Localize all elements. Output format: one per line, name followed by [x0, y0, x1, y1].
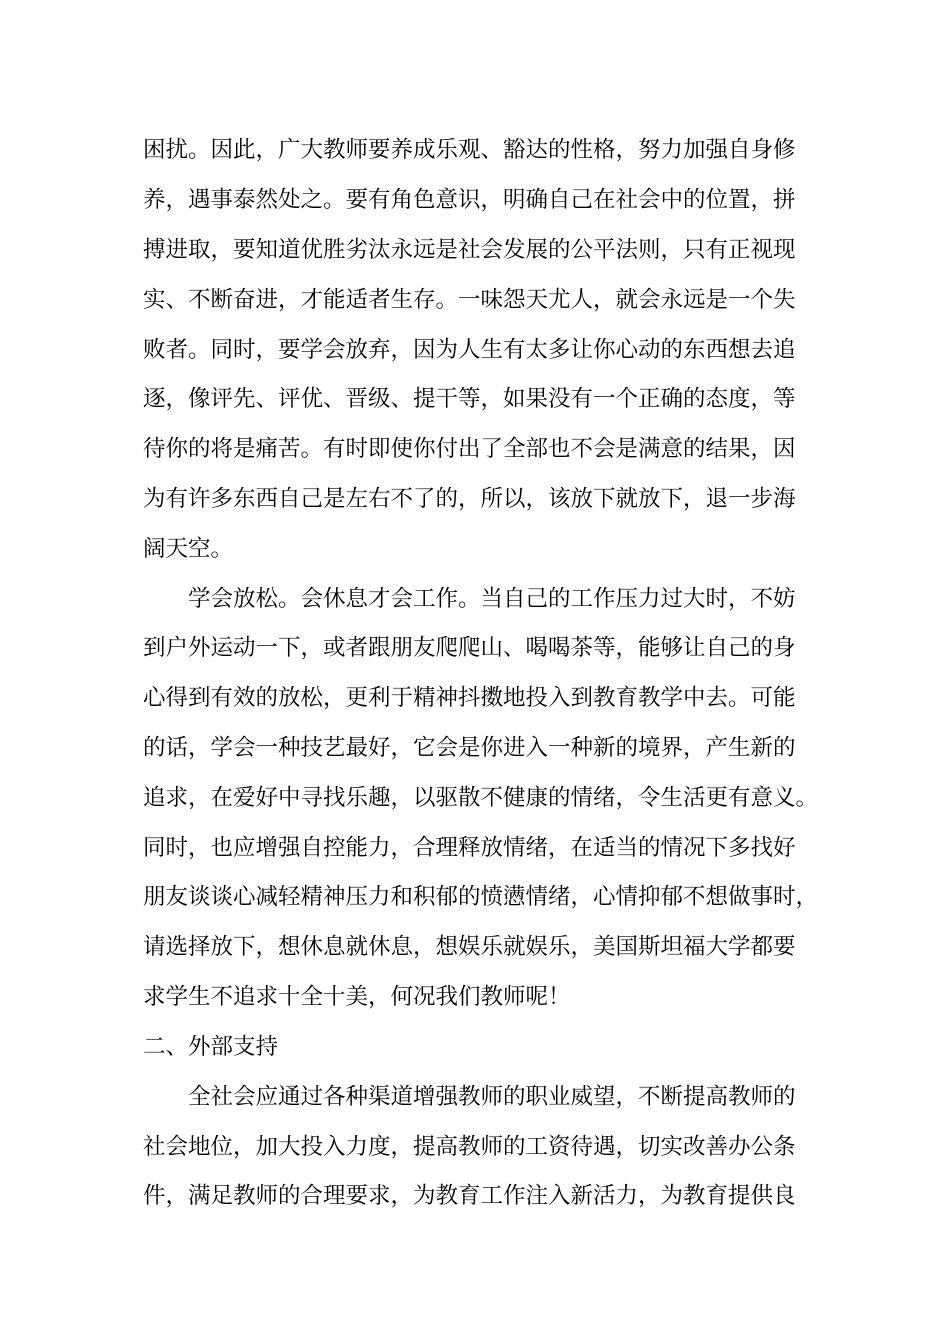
text-line: 搏进取，要知道优胜劣汰永远是社会发展的公平法则，只有正视现 [143, 237, 796, 263]
text-line: 败者。同时，要学会放弃，因为人生有太多让你心动的东西想去追 [143, 337, 796, 363]
text-line: 的话，学会一种技艺最好，它会是你进入一种新的境界，产生新的 [143, 735, 796, 761]
text-line: 为有许多东西自己是左右不了的，所以，该放下就放下，退一步海 [143, 486, 796, 512]
text-line: 朋友谈谈心减轻精神压力和积郁的愤懑情绪，心情抑郁不想做事时， [143, 884, 819, 910]
text-line: 社会地位，加大投入力度，提高教师的工资待遇，切实改善办公条 [143, 1134, 796, 1160]
text-line: 全社会应通过各种渠道增强教师的职业威望，不断提高教师的 [143, 1084, 796, 1110]
text-line: 件，满足教师的合理要求，为教育工作注入新活力，为教育提供良 [143, 1183, 796, 1209]
text-line: 请选择放下，想休息就休息，想娱乐就娱乐，美国斯坦福大学都要 [143, 934, 796, 960]
text-line: 追求，在爱好中寻找乐趣，以驱散不健康的情绪，令生活更有意义。 [143, 785, 819, 811]
text-line: 同时，也应增强自控能力，合理释放情绪，在适当的情况下多找好 [143, 835, 796, 861]
text-line: 阔天空。 [143, 536, 234, 562]
section-heading: 二、外部支持 [143, 1034, 279, 1060]
text-line: 养，遇事泰然处之。要有角色意识，明确自己在社会中的位置，拼 [143, 187, 796, 213]
text-line: 困扰。因此，广大教师要养成乐观、豁达的性格，努力加强自身修 [143, 137, 796, 163]
text-line: 逐，像评先、评优、晋级、提干等，如果没有一个正确的态度，等 [143, 386, 796, 412]
text-line: 求学生不追求十全十美，何况我们教师呢！ [143, 984, 571, 1010]
text-line: 待你的将是痛苦。有时即使你付出了全部也不会是满意的结果，因 [143, 436, 796, 462]
text-line: 到户外运动一下，或者跟朋友爬爬山、喝喝茶等，能够让自己的身 [143, 635, 796, 661]
text-line: 学会放松。会休息才会工作。当自己的工作压力过大时，不妨 [143, 586, 796, 612]
text-line: 实、不断奋进，才能适者生存。一味怨天尤人，就会永远是一个失 [143, 287, 796, 313]
text-line: 心得到有效的放松，更利于精神抖擞地投入到教育教学中去。可能 [143, 685, 796, 711]
